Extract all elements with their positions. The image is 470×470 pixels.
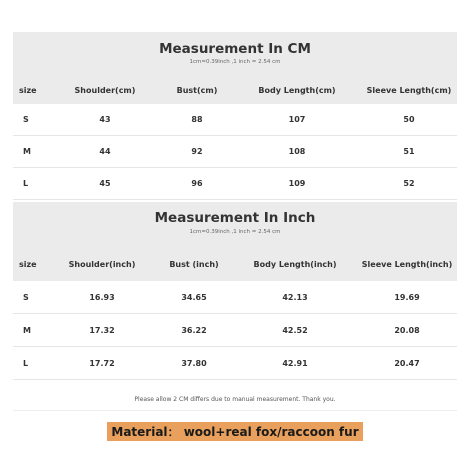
cm-section-header bbox=[13, 32, 457, 76]
body-length-cell: 42.52 bbox=[282, 325, 308, 335]
shoulder-cell: 17.72 bbox=[89, 358, 115, 368]
inch-column-headers bbox=[13, 248, 457, 281]
sleeve-length-cell: 51 bbox=[403, 147, 415, 156]
bust-cell: 36.22 bbox=[181, 325, 207, 335]
size-cell: M bbox=[23, 325, 31, 335]
body-length-cell: 109 bbox=[288, 179, 306, 188]
column-header-shoulder bbox=[49, 260, 155, 269]
table-row bbox=[13, 314, 457, 347]
header-main: size bbox=[19, 260, 37, 269]
shoulder-cell: 17.32 bbox=[89, 325, 115, 335]
table-row bbox=[13, 104, 457, 136]
sleeve-length-cell: 20.08 bbox=[394, 325, 420, 335]
inch-section bbox=[13, 202, 457, 380]
body-length-cell: 108 bbox=[288, 147, 306, 156]
table-row bbox=[13, 168, 457, 200]
column-header-size: size bbox=[19, 85, 37, 95]
table-row bbox=[13, 281, 457, 314]
table-row bbox=[13, 136, 457, 168]
inch-conversion-note: 1cm=0.39inch ,1 inch = 2.54 cm bbox=[189, 229, 281, 235]
cm-column-headers bbox=[13, 76, 457, 104]
column-header-bust: Bust(cm) bbox=[176, 85, 218, 95]
column-header-body-length bbox=[233, 260, 357, 269]
bust-cell: 96 bbox=[191, 179, 203, 188]
size-chart bbox=[13, 32, 457, 441]
header-main: Sleeve Length bbox=[361, 260, 427, 269]
shoulder-cell: 44 bbox=[99, 147, 111, 156]
size-cell: L bbox=[23, 179, 29, 188]
bust-cell: 34.65 bbox=[181, 292, 207, 302]
bust-cell: 88 bbox=[191, 115, 203, 124]
cm-conversion-note: 1cm=0.39inch ,1 inch = 2.54 cm bbox=[189, 59, 281, 65]
inch-section-header bbox=[13, 202, 457, 248]
size-cell: S bbox=[23, 292, 29, 302]
cm-section bbox=[13, 32, 457, 200]
measurement-footnote: Please allow 2 CM differs due to manual measurement. Thank you. bbox=[13, 390, 457, 411]
size-cell: S bbox=[23, 115, 29, 124]
body-length-cell: 107 bbox=[288, 115, 306, 124]
header-main: Body Length bbox=[253, 260, 311, 269]
column-header-body-length: Body Length(cm) bbox=[258, 85, 336, 95]
shoulder-cell: 45 bbox=[99, 179, 111, 188]
bust-cell: 37.80 bbox=[181, 358, 207, 368]
table-row bbox=[13, 347, 457, 380]
size-cell: M bbox=[23, 147, 31, 156]
header-main: Bust bbox=[169, 260, 193, 269]
cm-section-title: Measurement In CM bbox=[159, 41, 311, 57]
shoulder-cell: 43 bbox=[99, 115, 111, 124]
body-length-cell: 42.13 bbox=[282, 292, 308, 302]
shoulder-cell: 16.93 bbox=[89, 292, 115, 302]
header-main: Shoulder bbox=[68, 260, 110, 269]
inch-section-title: Measurement In Inch bbox=[154, 210, 316, 226]
header-unit: (inch) bbox=[426, 260, 453, 269]
material-label: Material： wool+real fox/raccoon fur bbox=[107, 422, 362, 441]
column-header-sleeve-length bbox=[357, 260, 457, 269]
bust-cell: 92 bbox=[191, 147, 203, 156]
column-header-shoulder: Shoulder(cm) bbox=[74, 85, 136, 95]
column-header-bust bbox=[155, 260, 233, 269]
size-cell: L bbox=[23, 358, 29, 368]
sleeve-length-cell: 52 bbox=[403, 179, 415, 188]
material-line bbox=[13, 421, 457, 441]
sleeve-length-cell: 19.69 bbox=[394, 292, 420, 302]
sleeve-length-cell: 20.47 bbox=[394, 358, 420, 368]
sleeve-length-cell: 50 bbox=[403, 115, 415, 124]
header-unit: (inch) bbox=[310, 260, 337, 269]
header-unit: (inch) bbox=[109, 260, 136, 269]
column-header-size bbox=[13, 260, 49, 269]
column-header-sleeve-length: Sleeve Length(cm) bbox=[366, 85, 452, 95]
header-unit: (inch) bbox=[192, 260, 219, 269]
body-length-cell: 42.91 bbox=[282, 358, 308, 368]
